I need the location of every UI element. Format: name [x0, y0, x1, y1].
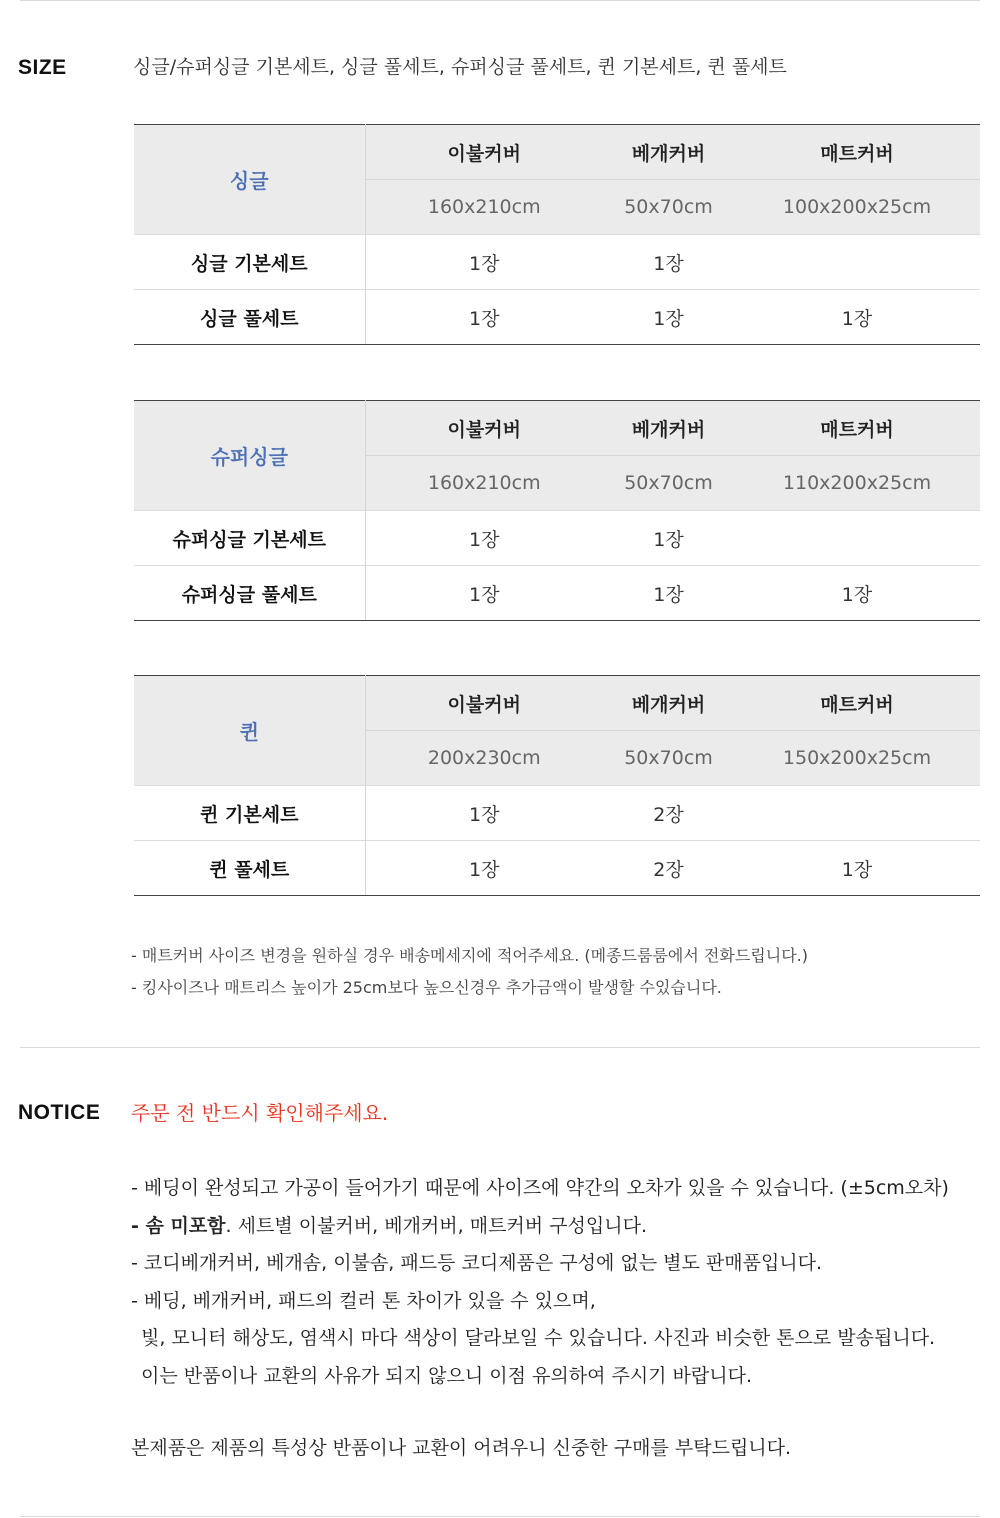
size-label: SIZE: [18, 56, 67, 79]
notice-line: - 코디베개커버, 베개솜, 이불솜, 패드등 코디제품은 구성에 없는 별도 판매품입니다.: [131, 1252, 823, 1274]
top-divider: [20, 0, 980, 1]
notice-line-bold: [131, 1208, 949, 1246]
table-row: [134, 841, 980, 896]
column-header: 이불커버: [365, 125, 603, 180]
row-name: 싱글 풀세트: [134, 290, 365, 345]
size-cell: 100x200x25cm: [734, 180, 980, 235]
table-cell: 1장: [365, 511, 603, 566]
column-header: 베개커버: [603, 401, 734, 456]
size-cell: 50x70cm: [603, 456, 734, 511]
table-cell: 1장: [365, 235, 603, 290]
row-name: 싱글 기본세트: [134, 235, 365, 290]
column-header: 매트커버: [734, 676, 980, 731]
table-cell: 2장: [603, 841, 734, 896]
notice-line: - 베딩, 베개커버, 패드의 컬러 톤 차이가 있을 수 있으며,: [131, 1289, 596, 1312]
notice-line-rest: . 세트별 이불커버, 베개커버, 매트커버 구성입니다.: [225, 1214, 647, 1237]
notice-body: [131, 1170, 949, 1395]
table-title: 싱글: [134, 125, 365, 235]
table-row: [134, 235, 980, 290]
column-header: 베개커버: [603, 125, 734, 180]
table-cell: 1장: [365, 566, 603, 621]
final-notice: 본제품은 제품의 특성상 반품이나 교환이 어려우니 신중한 구매를 부탁드립니다.: [131, 1437, 792, 1459]
size-table-queen: [134, 675, 980, 896]
notice-line: 이는 반품이나 교환의 사유가 되지 않으니 이점 유의하여 주시기 바랍니다.: [141, 1364, 753, 1387]
row-name: 퀸 기본세트: [134, 786, 365, 841]
notice-headline: 주문 전 반드시 확인해주세요.: [131, 1101, 389, 1125]
table-row: [134, 511, 980, 566]
table-cell: 1장: [365, 841, 603, 896]
column-header: 이불커버: [365, 676, 603, 731]
size-cell: 110x200x25cm: [734, 456, 980, 511]
note-line: - 킹사이즈나 매트리스 높이가 25cm보다 높으신경우 추가금액이 발생할 수있습니다.: [131, 978, 722, 997]
table-cell: 1장: [734, 841, 980, 896]
table-cell: [734, 511, 980, 566]
table-row: [134, 290, 980, 345]
table-cell: 1장: [603, 511, 734, 566]
column-header: 매트커버: [734, 401, 980, 456]
size-cell: 50x70cm: [603, 180, 734, 235]
row-name: 슈퍼싱글 풀세트: [134, 566, 365, 621]
table-title: 퀸: [134, 676, 365, 786]
table-cell: 1장: [365, 290, 603, 345]
table-cell: 2장: [603, 786, 734, 841]
size-cell: 160x210cm: [365, 456, 603, 511]
table-cell: 1장: [734, 290, 980, 345]
row-name: 퀸 풀세트: [134, 841, 365, 896]
table-cell: 1장: [603, 566, 734, 621]
column-header: 매트커버: [734, 125, 980, 180]
table-cell: 1장: [603, 290, 734, 345]
size-options: 싱글/슈퍼싱글 기본세트, 싱글 풀세트, 슈퍼싱글 풀세트, 퀸 기본세트, 퀸 풀세트: [133, 56, 787, 78]
notice-line: 빛, 모니터 해상도, 염색시 마다 색상이 달라보일 수 있습니다. 사진과 비슷한 톤으로 발송됩니다.: [141, 1327, 936, 1349]
table-cell: 1장: [603, 235, 734, 290]
row-name: 슈퍼싱글 기본세트: [134, 511, 365, 566]
size-cell: 200x230cm: [365, 731, 603, 786]
size-notes: [131, 940, 808, 1004]
notice-line: - 베딩이 완성되고 가공이 들어가기 때문에 사이즈에 약간의 오차가 있을 수 있습니다. (±5cm오차): [131, 1177, 949, 1199]
size-table-super-single: [134, 400, 980, 621]
note-line: - 매트커버 사이즈 변경을 원하실 경우 배송메세지에 적어주세요. (메종드룸룸에서 전화드립니다.): [131, 946, 808, 965]
table-cell: [734, 786, 980, 841]
size-cell: 160x210cm: [365, 180, 603, 235]
table-row: [134, 566, 980, 621]
table-title: 슈퍼싱글: [134, 401, 365, 511]
notice-bold-text: - 솜 미포함: [131, 1214, 226, 1237]
notice-label: NOTICE: [18, 1101, 101, 1124]
table-row: [134, 786, 980, 841]
column-header: 이불커버: [365, 401, 603, 456]
size-table-single: [134, 124, 980, 345]
size-cell: 50x70cm: [603, 731, 734, 786]
table-cell: [734, 235, 980, 290]
table-cell: 1장: [734, 566, 980, 621]
size-cell: 150x200x25cm: [734, 731, 980, 786]
column-header: 베개커버: [603, 676, 734, 731]
table-cell: 1장: [365, 786, 603, 841]
bottom-divider: [20, 1516, 980, 1517]
section-divider: [20, 1047, 980, 1048]
